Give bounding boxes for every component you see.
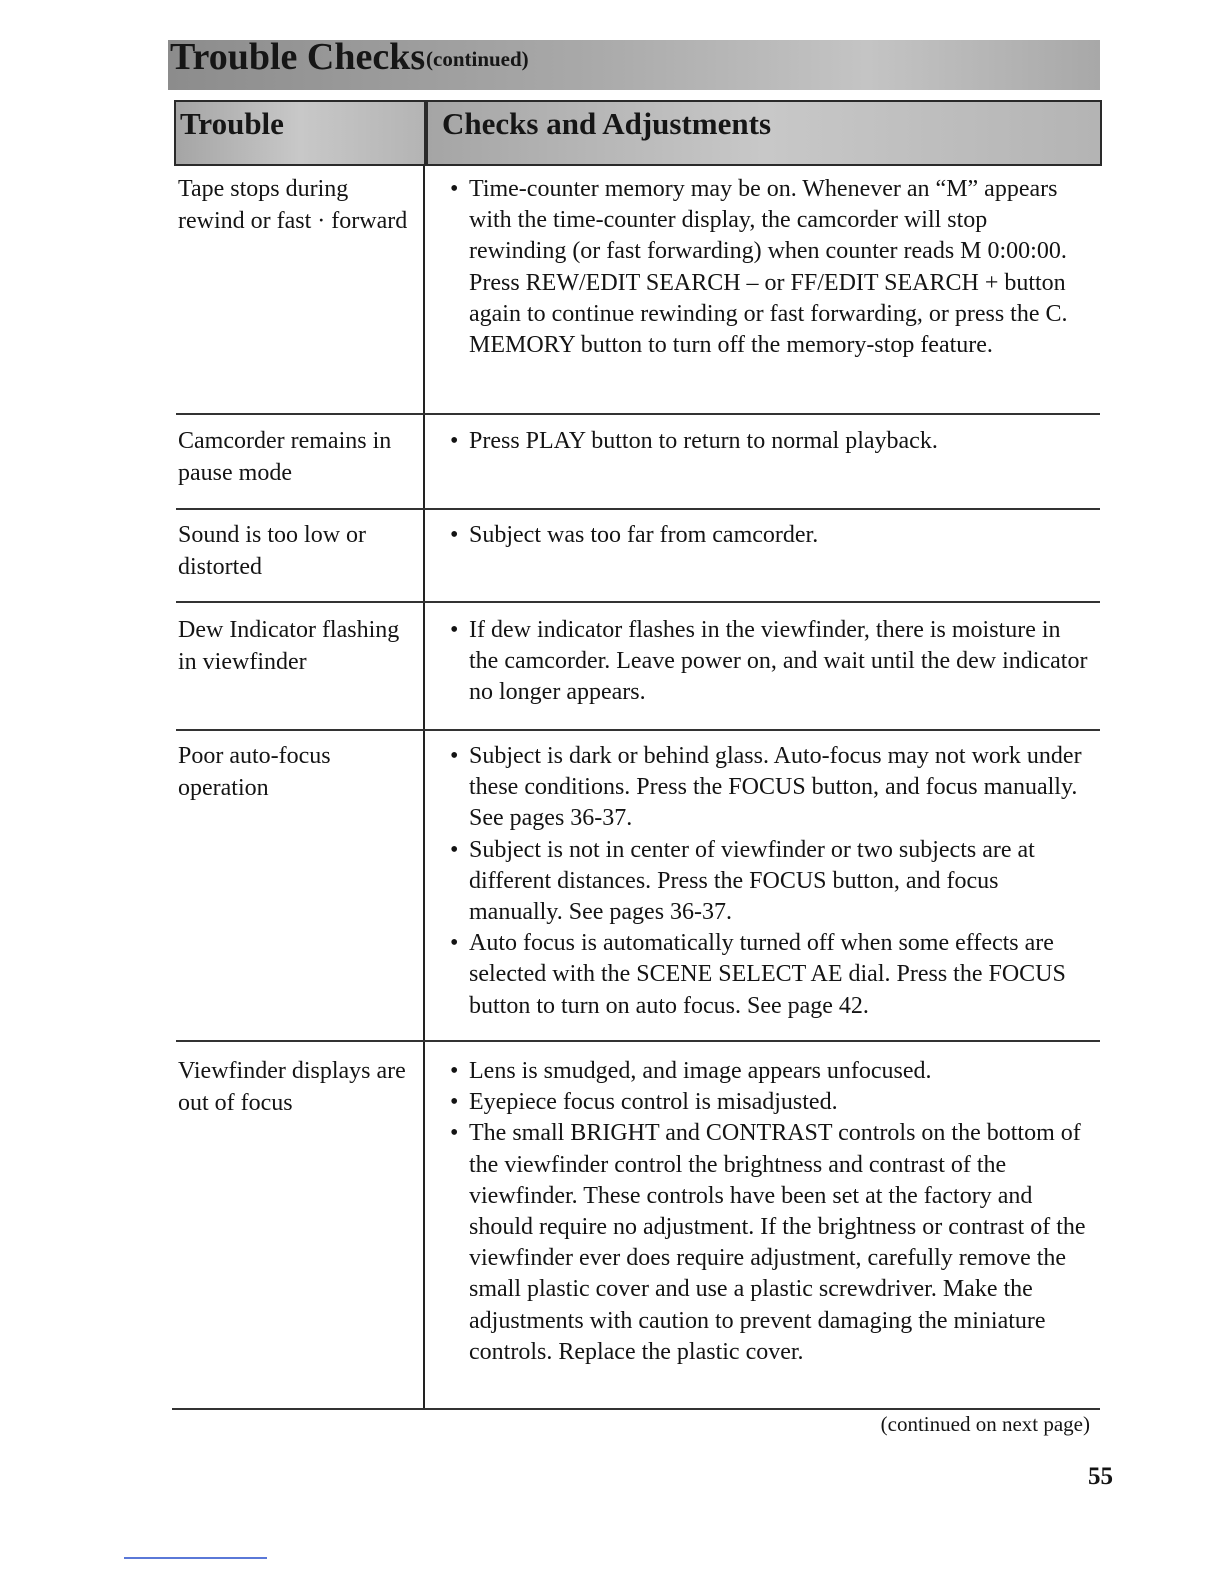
trouble-cell-sound-low: Sound is too low or distorted [178, 522, 367, 580]
row-divider [176, 601, 1100, 603]
page-title-suffix: (continued) [426, 47, 529, 71]
trouble-cell-dew-indicator: Dew Indicator flashing in viewfinder [178, 617, 400, 675]
check-item: • The small BRIGHT and CONTRAST controls on the bottom of the viewfinder control the brightness and contrast of the viewfinder. These controls have been set at the factory and should require no adjustment. If the brightness or contrast of the viewfinder ever does require adjustment, carefully remove the small plastic cover and use a plastic screwdriver. Make the adjustments with caution to prevent damaging the miniature controls. Replace the plastic cover. [448, 1118, 1088, 1368]
check-item: • Auto focus is automatically turned off when some effects are selected with the SCENE SELECT AE dial. Press the FOCUS button to turn on auto focus. See page 42. [448, 928, 1088, 1022]
row-divider [176, 729, 1100, 731]
checks-cell-pause-mode [448, 426, 1088, 457]
check-item: • Subject is dark or behind glass. Auto-focus may not work under these conditions. Press the FOCUS button, and focus manually. See pages 36-37. [448, 741, 1088, 835]
row-divider [176, 1040, 1100, 1042]
check-item: • Lens is smudged, and image appears unfocused. [448, 1056, 1088, 1087]
check-item: • If dew indicator flashes in the viewfinder, there is moisture in the camcorder. Leave power on, and wait until the dew indicator no longer appears. [448, 615, 1088, 709]
continued-note: (continued on next page) [880, 1412, 1090, 1436]
checks-cell-viewfinder-focus [448, 1056, 1088, 1368]
checks-column-header: Checks and Adjustments [442, 106, 772, 141]
checks-cell-tape-stops [448, 174, 1088, 361]
checks-cell-sound-low [448, 520, 1088, 551]
trouble-cell-auto-focus: Poor auto-focus operation [178, 743, 331, 801]
row-divider [172, 1408, 1100, 1410]
page-number: 55 [1088, 1463, 1113, 1490]
column-divider [423, 166, 425, 1410]
checks-cell-auto-focus [448, 741, 1088, 1022]
check-item: • Time-counter memory may be on. Whenever an “M” appears with the time-counter display, the camcorder will stop rewinding (or fast forwarding) when counter reads M 0:00:00. Press REW/EDIT SEARCH – or FF/EDIT SEARCH + button again to continue rewinding or fast forwarding, or press the C. MEMORY button to turn off the memory-stop feature. [448, 174, 1088, 361]
trouble-column-header: Trouble [180, 106, 284, 141]
row-divider [176, 508, 1100, 510]
page-title: Trouble Checks [170, 36, 426, 78]
footer-rule [124, 1557, 267, 1559]
trouble-cell-viewfinder-focus: Viewfinder displays are out of focus [178, 1058, 406, 1116]
checks-cell-dew-indicator [448, 615, 1088, 709]
check-item: • Subject was too far from camcorder. [448, 520, 1088, 551]
trouble-cell-tape-stops: Tape stops during rewind or fast · forward [178, 176, 408, 234]
trouble-cell-pause-mode: Camcorder remains in pause mode [178, 428, 392, 486]
check-item: • Press PLAY button to return to normal playback. [448, 426, 1088, 457]
check-item: • Eyepiece focus control is misadjusted. [448, 1087, 1088, 1118]
check-item: • Subject is not in center of viewfinder or two subjects are at different distances. Press the FOCUS button, and focus manually. See pages 36-37. [448, 835, 1088, 929]
row-divider [176, 413, 1100, 415]
